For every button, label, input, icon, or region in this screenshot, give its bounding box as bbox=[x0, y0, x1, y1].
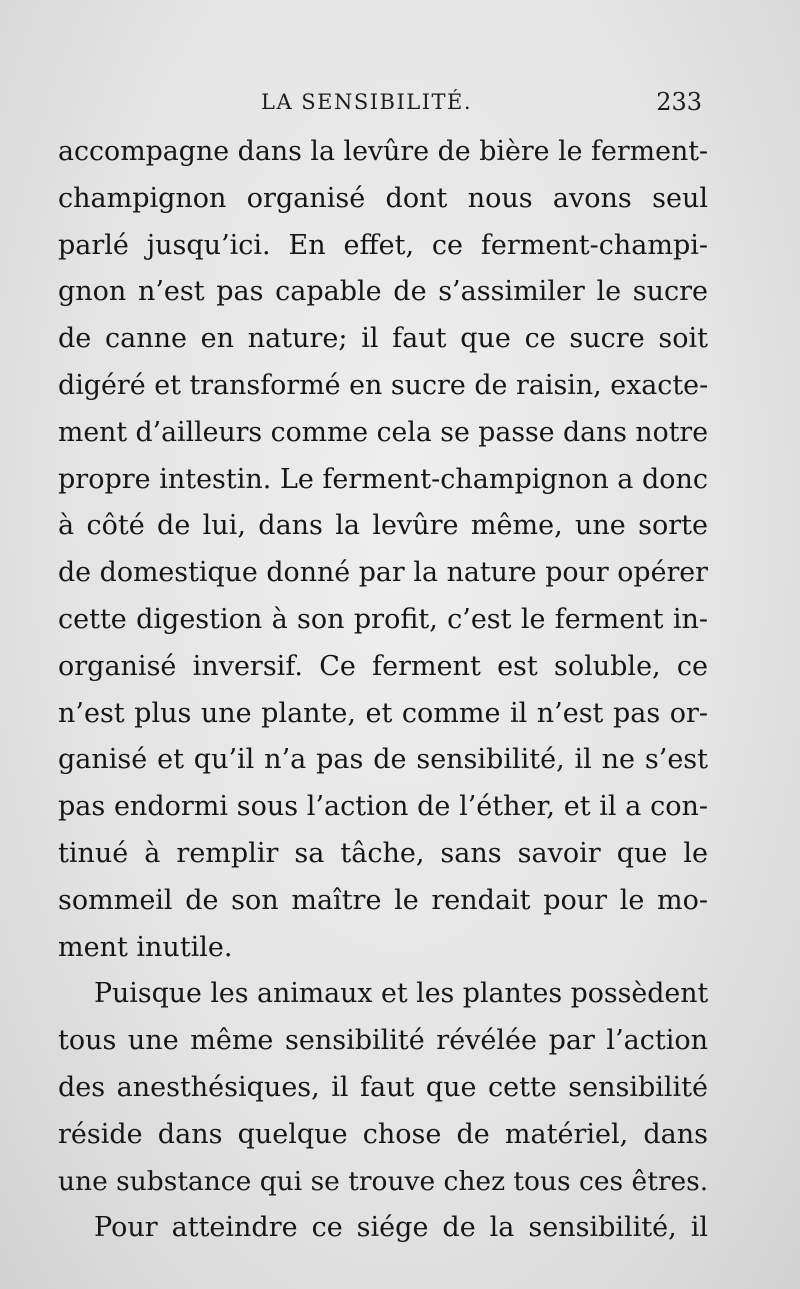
text-line: de domestique donné par la nature pour opérer bbox=[58, 557, 708, 589]
paragraph-2 bbox=[58, 971, 708, 1205]
text-line: tous une même sensibilité révélée par l’action bbox=[58, 1025, 708, 1057]
text-line: à côté de lui, dans la levûre même, une sorte bbox=[58, 510, 708, 542]
text-line: ment d’ailleurs comme cela se passe dans notre bbox=[58, 416, 708, 448]
text-line: une substance qui se trouve chez tous ces êtres. bbox=[58, 1165, 709, 1197]
text-line: de canne en nature; il faut que ce sucre soit bbox=[58, 323, 708, 355]
text-line: pas endormi sous l’action de l’éther, et il a con- bbox=[58, 791, 708, 823]
text-line: des anesthésiques, il faut que cette sensibilité bbox=[58, 1071, 708, 1103]
body-text bbox=[58, 129, 708, 1252]
text-line: propre intestin. Le ferment-champignon a donc bbox=[58, 463, 709, 495]
text-line: tinué à remplir sa tâche, sans savoir que le bbox=[58, 837, 708, 869]
text-line: ment inutile. bbox=[58, 931, 233, 963]
text-line: cette digestion à son profit, c’est le ferment in- bbox=[58, 603, 708, 635]
text-line: Pour atteindre ce siége de la sensibilité, il bbox=[94, 1212, 708, 1244]
text-line: champignon organisé dont nous avons seul bbox=[58, 182, 708, 214]
text-line: réside dans quelque chose de matériel, dans bbox=[58, 1118, 708, 1150]
text-line: accompagne dans la levûre de bière le ferment- bbox=[58, 136, 709, 167]
running-title: LA SENSIBILITÉ. bbox=[261, 90, 473, 114]
text-line: gnon n’est pas capable de s’assimiler le sucre bbox=[58, 276, 708, 308]
text-line: sommeil de son maître le rendait pour le mo- bbox=[58, 884, 708, 916]
paragraph-3 bbox=[58, 1205, 708, 1252]
text-line: n’est plus une plante, et comme il n’est pas or- bbox=[58, 697, 708, 729]
text-line: organisé inversif. Ce ferment est soluble, ce bbox=[58, 650, 708, 682]
text-line: Puisque les animaux et les plantes possèdent bbox=[94, 978, 709, 1010]
running-head bbox=[56, 88, 708, 124]
page-number: 233 bbox=[656, 88, 702, 116]
text-line: parlé jusqu’ici. En effet, ce ferment-champi- bbox=[58, 229, 708, 261]
text-line: ganisé et qu’il n’a pas de sensibilité, il ne s’est bbox=[58, 744, 708, 776]
text-line: digéré et transformé en sucre de raisin, exacte- bbox=[58, 369, 709, 401]
paragraph-1 bbox=[58, 129, 708, 971]
